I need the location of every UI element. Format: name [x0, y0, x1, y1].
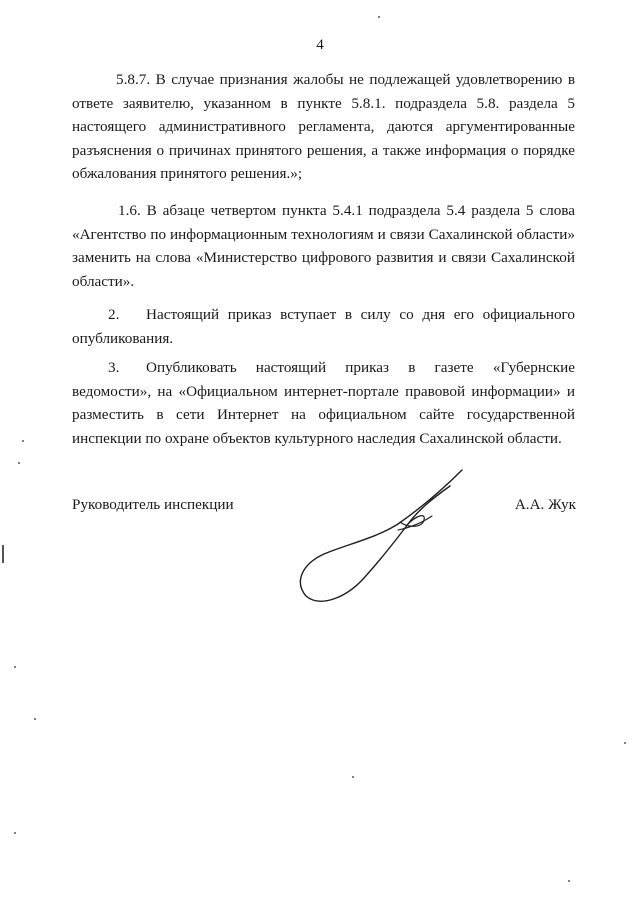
handwritten-signature	[290, 458, 480, 608]
scan-speck	[14, 832, 16, 834]
item-text: Опубликовать настоящий приказ в газете «Губернские ведомости», на «Официальном интернет-портале правовой информации» и разместить в сети Интернет на официальном сайте государственной инспекции по охране объектов культурного наследия Сахалинской области.	[72, 359, 575, 447]
numbered-item-2	[72, 303, 575, 350]
signer-title: Руководитель инспекции	[72, 496, 234, 513]
scan-speck	[352, 776, 354, 778]
scan-speck	[22, 440, 24, 442]
item-number: 3.	[108, 359, 120, 376]
paragraph-1-6: 1.6. В абзаце четвертом пункта 5.4.1 подраздела 5.4 раздела 5 слова «Агентство по информационным технологиям и связи Сахалинской области» заменить на слова «Министерство цифрового развития и связи Сахалинской области».	[72, 202, 575, 290]
paragraph-5-8-7: 5.8.7. В случае признания жалобы не подлежащей удовлетворению в ответе заявителю, указанном в пункте 5.8.1. подраздела 5.8. раздела 5 настоящего административного регламента, даются аргументированные разъяснения о причинах принятого решения, а также информация о порядке обжалования принятого решения.»;	[72, 71, 575, 182]
numbered-item-3	[72, 356, 575, 450]
item-text: Настоящий приказ вступает в силу со дня его официального опубликования.	[72, 306, 575, 347]
scan-speck	[14, 666, 16, 668]
scan-speck	[34, 718, 36, 720]
scan-speck	[568, 880, 570, 882]
scan-speck	[378, 16, 380, 18]
scan-speck	[624, 742, 626, 744]
scan-speck	[18, 462, 20, 464]
scan-speck	[2, 545, 4, 563]
page-number: 4	[316, 37, 324, 53]
item-number: 2.	[108, 306, 120, 323]
signer-name: А.А. Жук	[514, 496, 576, 513]
